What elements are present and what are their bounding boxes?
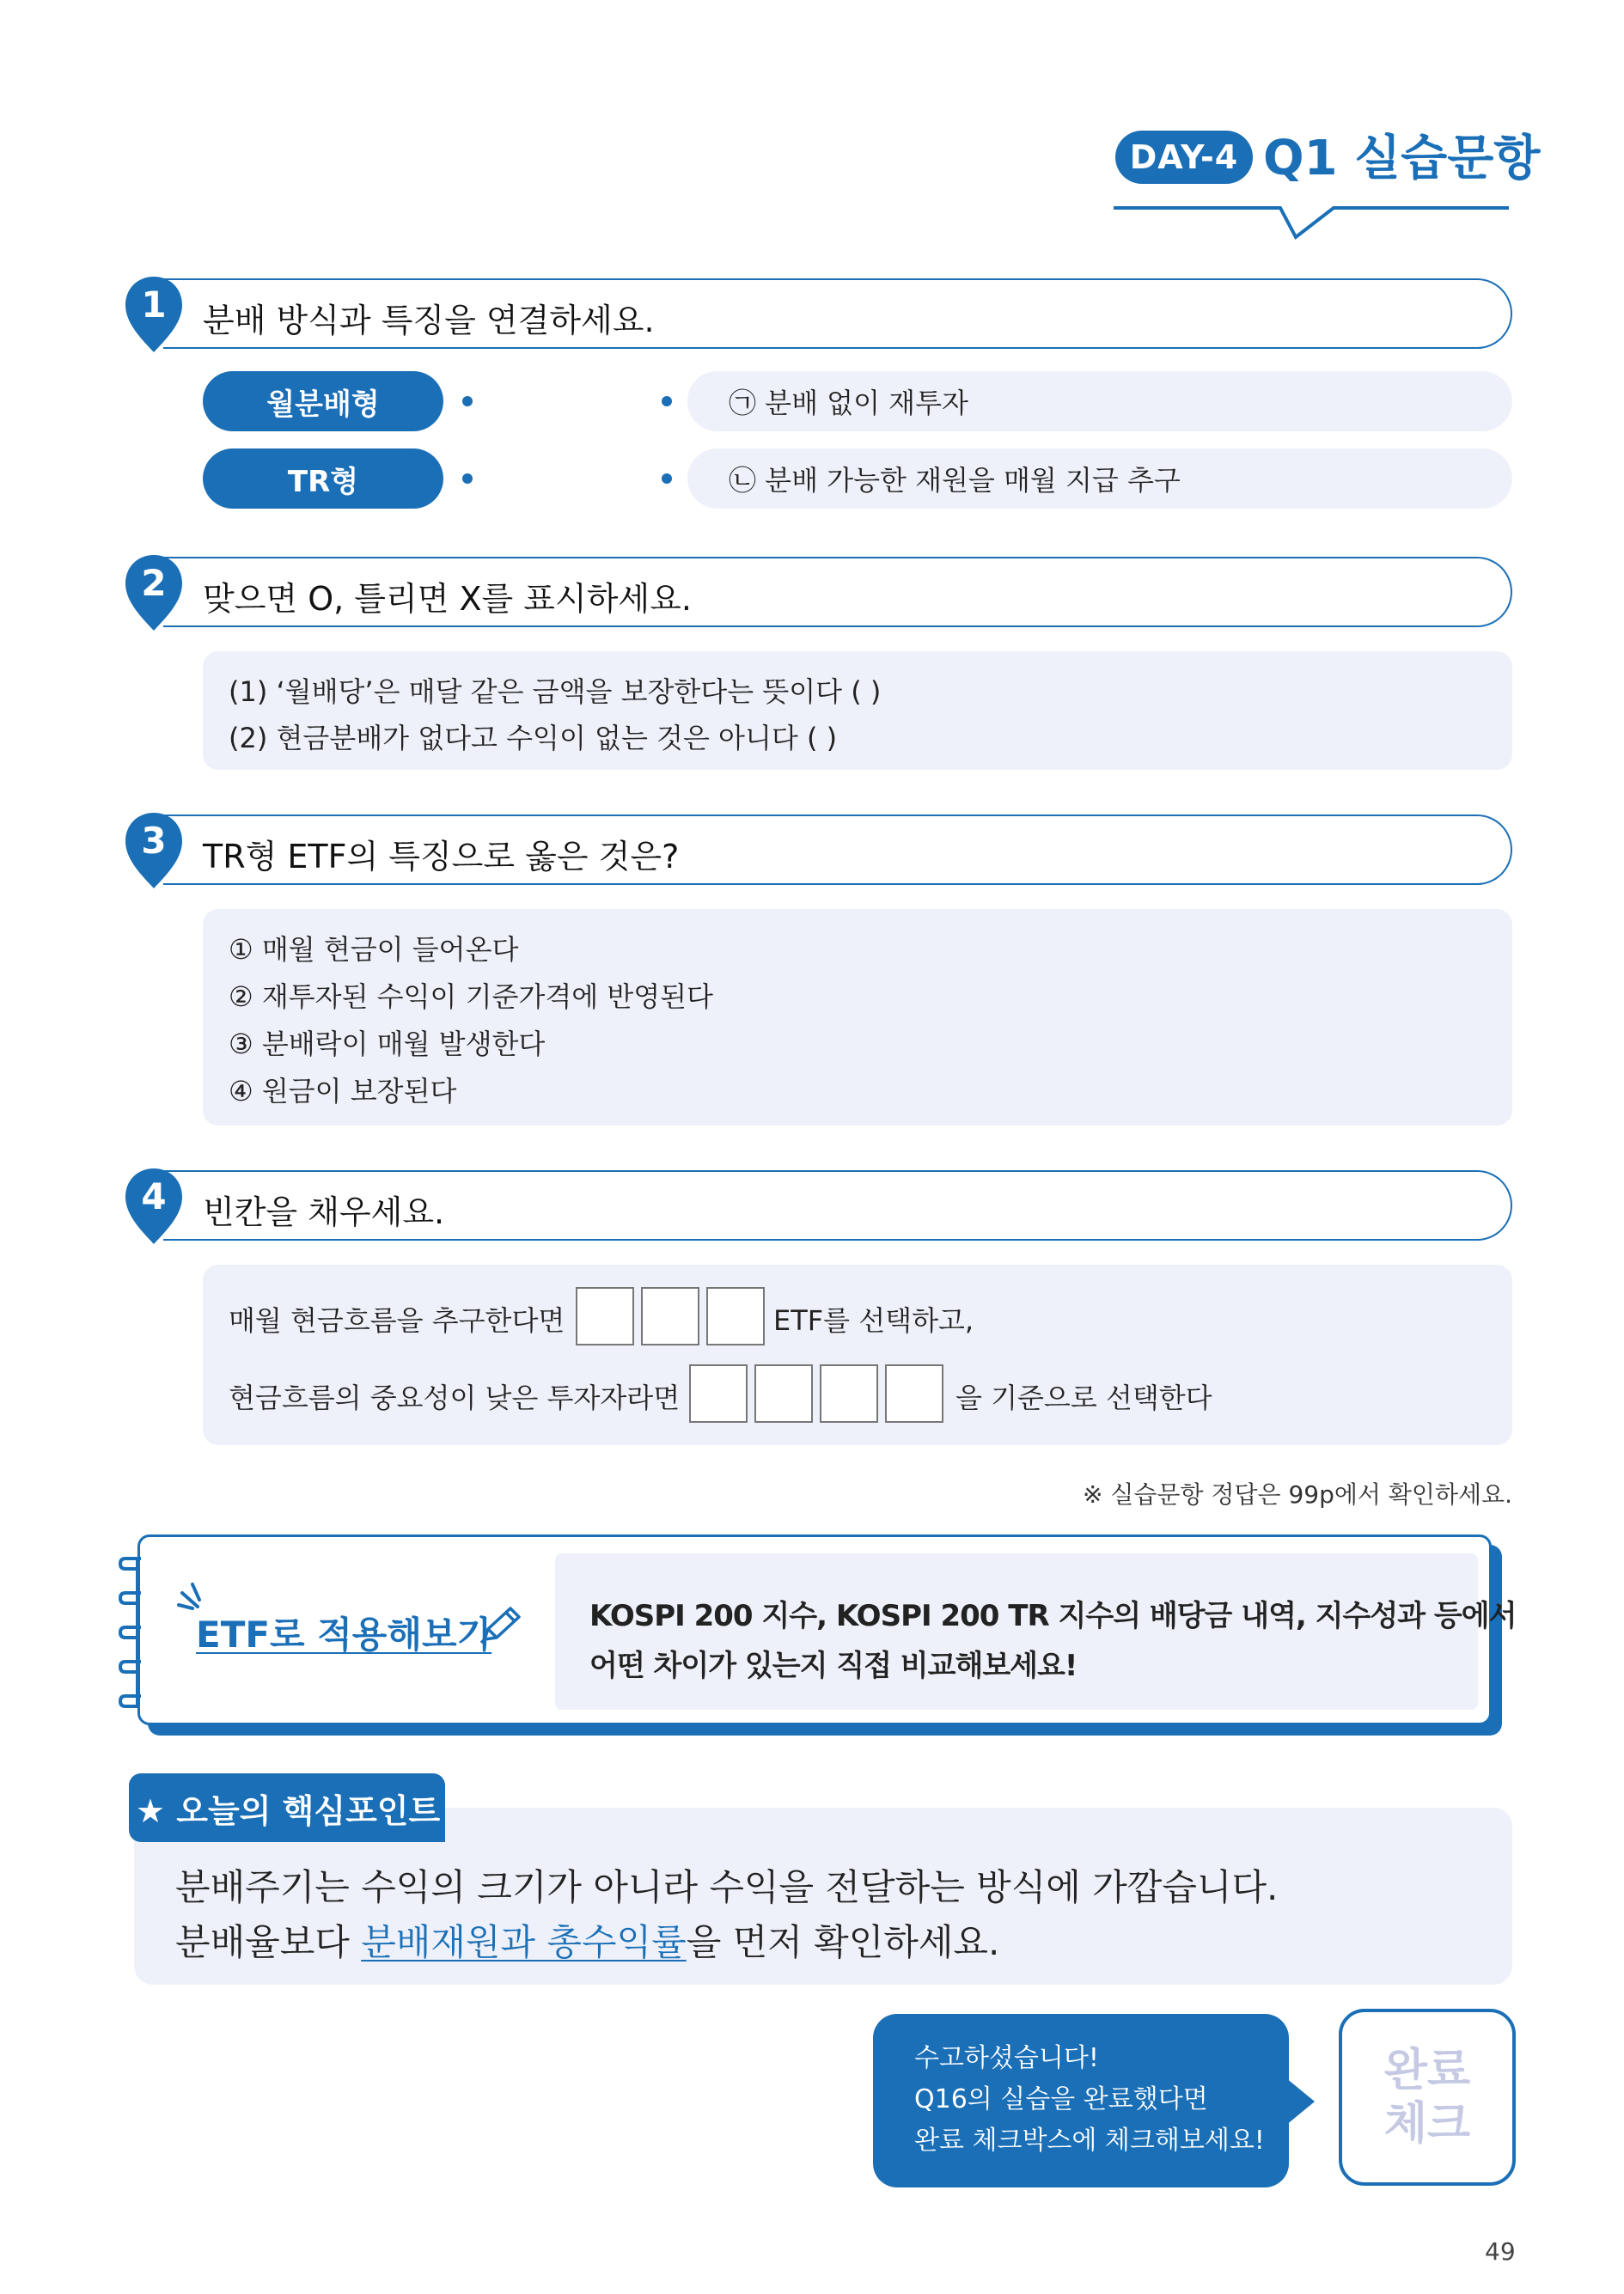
page-number: 49 [1485, 2237, 1516, 2266]
blank-line-2-after: 을 기준으로 선택한다 [955, 1382, 1212, 1414]
complete-checkbox-line-1: 완료 [1383, 2045, 1471, 2096]
keypoint-line-2-after: 을 먼저 확인하세요. [686, 1921, 1000, 1963]
question-3-number: 3 [141, 820, 167, 862]
answer-box[interactable] [820, 1364, 878, 1423]
match-left-tr: TR형 [203, 448, 443, 509]
answer-box[interactable] [689, 1364, 748, 1423]
apply-text-line-2: 어떤 차이가 있는지 직접 비교해보세요! [589, 1649, 1078, 1683]
question-3-title: TR형 ETF의 특징으로 옳은 것은? [203, 838, 680, 876]
match-dot-left-2[interactable] [462, 473, 473, 484]
question-3-option-1[interactable]: ① 매월 현금이 들어온다 [229, 933, 519, 966]
complete-checkbox[interactable] [1339, 2009, 1516, 2186]
question-3-option-2[interactable]: ② 재투자된 수익이 기준가격에 반영된다 [229, 980, 713, 1013]
day-badge: DAY-4 [1115, 131, 1253, 184]
question-4-title: 빈칸을 채우세요. [203, 1193, 445, 1231]
answer-box[interactable] [754, 1364, 813, 1423]
question-4-number: 4 [141, 1175, 167, 1217]
speech-bubble-tail [1285, 2077, 1316, 2126]
pencil-icon [478, 1603, 524, 1646]
bubble-line-1: 수고하셨습니다! [914, 2043, 1099, 2073]
question-1-number: 1 [141, 284, 167, 326]
question-3-option-4[interactable]: ④ 원금이 보장된다 [229, 1075, 457, 1107]
blank-line-1-after: ETF를 선택하고, [773, 1304, 974, 1337]
question-2-title: 맞으면 O, 틀리면 X를 표시하세요. [203, 580, 692, 618]
blank-line-2-before: 현금흐름의 중요성이 낮은 투자자라면 [229, 1382, 681, 1414]
answer-box[interactable] [576, 1287, 634, 1345]
spiral-binding-icon [117, 1547, 160, 1718]
answer-note: ※ 실습문항 정답은 99p에서 확인하세요. [1082, 1480, 1512, 1509]
bubble-line-3: 완료 체크박스에 체크해보세요! [914, 2126, 1265, 2156]
question-1-title: 분배 방식과 특징을 연결하세요. [203, 302, 655, 339]
match-dot-right-1[interactable] [662, 396, 672, 406]
apply-text-line-1: KOSPI 200 지수, KOSPI 200 TR 지수의 배당금 내역, 지수성과 등에서 [589, 1599, 1517, 1633]
keypoint-highlight: 분배재원과 총수익률 [361, 1921, 687, 1963]
match-left-monthly: 월분배형 [203, 371, 443, 431]
question-3-marker [124, 811, 184, 890]
keypoint-tab: ★ 오늘의 핵심포인트 [129, 1773, 445, 1842]
question-2-number: 2 [141, 562, 167, 604]
match-right-1: ㉠ 분배 없이 재투자 [687, 371, 1512, 431]
answer-box[interactable] [641, 1287, 699, 1345]
keypoint-line-1: 분배주기는 수익의 크기가 아니라 수익을 전달하는 방식에 가깝습니다. [175, 1866, 1279, 1908]
match-dot-left-1[interactable] [462, 396, 473, 406]
question-2-marker [124, 553, 184, 632]
question-1-marker [124, 275, 184, 354]
title-underline [1108, 196, 1514, 247]
apply-text [589, 1591, 1516, 1691]
question-3-option-3[interactable]: ③ 분배락이 매월 발생한다 [229, 1028, 546, 1060]
speech-bubble-text [914, 2038, 1265, 2162]
complete-checkbox-line-2: 체크 [1383, 2098, 1471, 2150]
answer-box[interactable] [706, 1287, 765, 1345]
question-4-marker [124, 1167, 184, 1246]
page-title: Q1 실습문항 [1263, 131, 1541, 186]
match-right-2: ㉡ 분배 가능한 재원을 매월 지급 추구 [687, 448, 1512, 509]
question-2-item-2: (2) 현금분배가 없다고 수익이 없는 것은 아니다 ( ) [229, 722, 838, 754]
answer-box[interactable] [885, 1364, 943, 1423]
keypoint-line-2-before: 분배율보다 [175, 1921, 362, 1963]
keypoint-line-2 [175, 1914, 999, 1966]
apply-title: ETF로 적용해보기 [196, 1614, 492, 1656]
question-2-item-1: (1) ‘월배당’은 매달 같은 금액을 보장한다는 뜻이다 ( ) [229, 675, 882, 708]
blank-line-1-before: 매월 현금흐름을 추구한다면 [229, 1304, 565, 1337]
match-dot-right-2[interactable] [662, 473, 672, 484]
bubble-line-2: Q16의 실습을 완료했다면 [914, 2084, 1208, 2114]
